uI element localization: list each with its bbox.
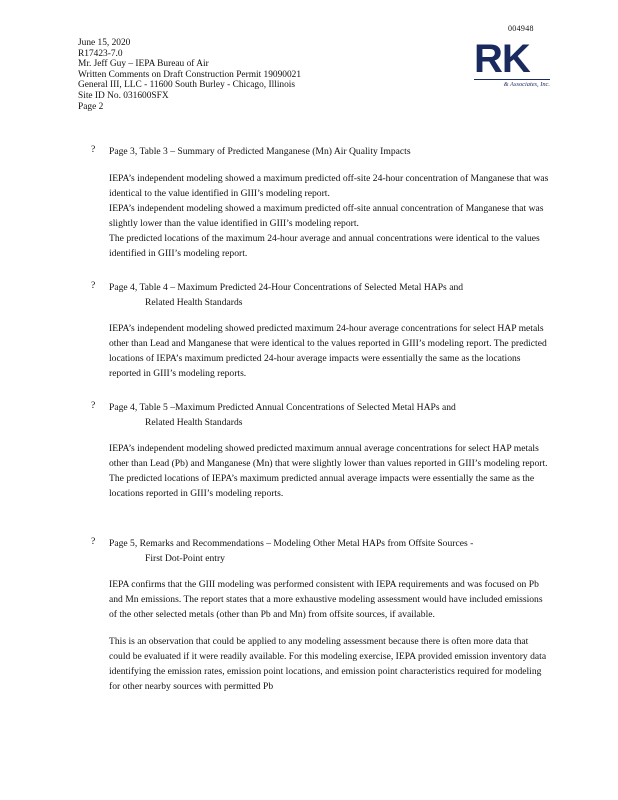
section-title-line: Page 4, Table 5 –Maximum Predicted Annual Concentrations of Selected Metal HAPs and bbox=[109, 402, 456, 413]
paragraph: IEPA’s independent modeling showed a maximum predicted off-site 24-hour concentration of Manganese that was identical to the value identified in GIII’s modeling report. bbox=[109, 173, 549, 199]
paragraph: IEPA’s independent modeling showed predicted maximum annual average concentrations for select HAP metals other than Lead (Pb) and Manganese (Mn) that were slightly lower than values reported in GIII’s modeling report. The predicted locations of IEPA’s maximum predicted annual average impacts were essentially the same as the locations reported in GIII’s modeling reports. bbox=[109, 443, 548, 499]
section-body bbox=[109, 171, 549, 261]
section-body bbox=[109, 577, 549, 694]
header-date: June 15, 2020 bbox=[78, 38, 131, 48]
logo-subtitle: & Associates, Inc. bbox=[474, 79, 550, 88]
bullet-marker: ? bbox=[91, 280, 96, 291]
paragraph: This is an observation that could be applied to any modeling assessment because there is often more data that could be evaluated if it were readily available. For this modeling exercise, IEPA provided emission inventory data identifying the emission rates, emission point locations, and emission point characteristics required for modeling for other nearby sources with permitted Pb bbox=[109, 636, 547, 692]
section-title-continuation: First Dot-Point entry bbox=[145, 553, 225, 564]
paragraph: The predicted locations of the maximum 24-hour average and annual concentrations were identical to the values identified in GIII’s modeling report. bbox=[109, 233, 540, 259]
bullet-marker: ? bbox=[91, 144, 96, 155]
section-title: Page 3, Table 3 – Summary of Predicted Manganese (Mn) Air Quality Impacts bbox=[109, 146, 411, 157]
section-title bbox=[109, 280, 561, 310]
section-table-4 bbox=[91, 280, 561, 381]
header-facility: General III, LLC - 11600 South Burley - Chicago, Illinois bbox=[78, 80, 296, 91]
header-site-id: Site ID No. 031600SFX bbox=[78, 90, 169, 101]
section-title bbox=[109, 536, 561, 566]
company-logo bbox=[474, 37, 550, 90]
bullet-marker: ? bbox=[91, 400, 96, 411]
section-title bbox=[109, 400, 561, 430]
section-body bbox=[109, 441, 549, 501]
header-recipient: Mr. Jeff Guy – IEPA Bureau of Air bbox=[78, 59, 209, 70]
header-subject: Written Comments on Draft Construction Permit 19090021 bbox=[78, 69, 302, 80]
section-remarks bbox=[91, 536, 561, 694]
section-table-3 bbox=[91, 144, 561, 261]
section-title-continuation: Related Health Standards bbox=[145, 417, 243, 428]
section-table-5 bbox=[91, 400, 561, 501]
section-title-line: Page 4, Table 4 – Maximum Predicted 24-Hour Concentrations of Selected Metal HAPs and bbox=[109, 282, 464, 293]
page-number: 004948 bbox=[508, 24, 534, 33]
header-reference: R17423-7.0 bbox=[78, 48, 123, 59]
paragraph: IEPA confirms that the GIII modeling was performed consistent with IEPA requirements and was focused on Pb and Mn emissions. The report states that a more exhaustive modeling assessment would have included emissions of the other selected metals (other than Pb and Mn) from offsite sources, if available. bbox=[109, 579, 543, 620]
paragraph: IEPA’s independent modeling showed a maximum predicted off-site annual concentration of Manganese that was slightly lower than the value identified in GIII’s modeling report. bbox=[109, 203, 544, 229]
paragraph: IEPA’s independent modeling showed predicted maximum 24-hour average concentrations for select HAP metals other than Lead and Manganese that were identical to the values reported in GIII’s modeling report. The predicted locations of IEPA’s maximum predicted 24-hour average impacts were essentially the same as the locations reported in GIII’s modeling reports. bbox=[109, 323, 547, 379]
section-title-line: Page 5, Remarks and Recommendations – Modeling Other Metal HAPs from Offsite Sources - bbox=[109, 538, 474, 549]
section-body bbox=[109, 321, 549, 381]
letter-header bbox=[78, 38, 301, 112]
header-page: Page 2 bbox=[78, 101, 104, 112]
logo-letters: RK bbox=[474, 37, 530, 81]
section-title-continuation: Related Health Standards bbox=[145, 297, 243, 308]
bullet-marker: ? bbox=[91, 536, 96, 547]
